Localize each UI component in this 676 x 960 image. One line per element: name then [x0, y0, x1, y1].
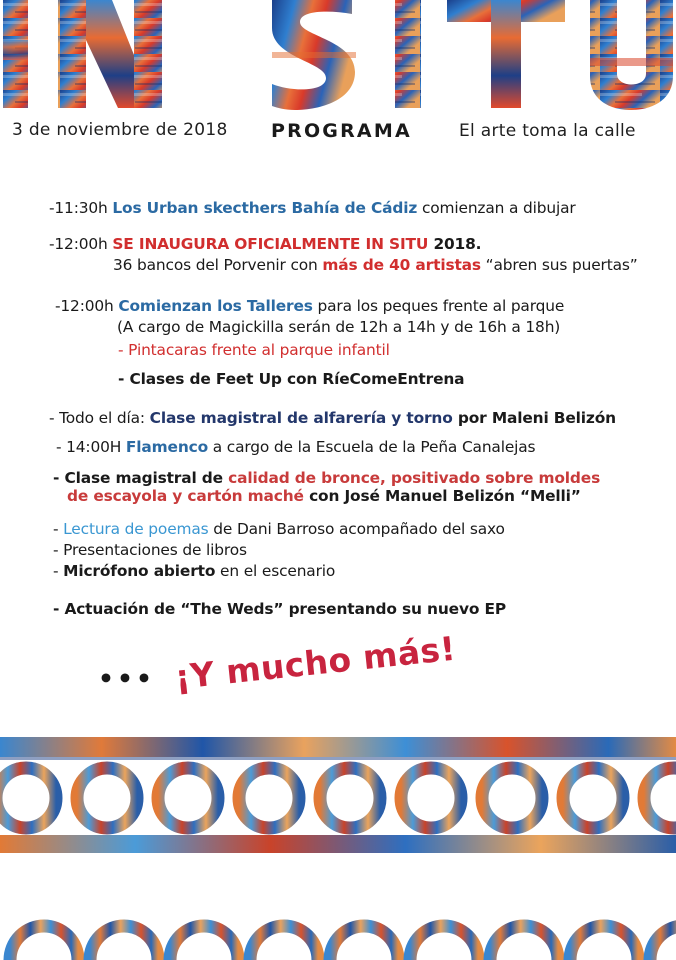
event-date: 3 de noviembre de 2018 — [12, 120, 228, 140]
time-label: -11:30h — [49, 199, 113, 217]
text: - — [53, 562, 64, 580]
highlight: de escayola y cartón maché — [67, 487, 304, 505]
schedule-item-alfareria — [49, 409, 616, 427]
text: “abren sus puertas” — [480, 256, 638, 274]
highlight: calidad de bronce, positivado sobre moldes — [228, 469, 601, 487]
highlight: Comienzan los Talleres — [118, 297, 313, 315]
letter-i — [3, 0, 28, 108]
schedule-item-bronce — [53, 469, 600, 487]
schedule-item-microfono — [53, 562, 335, 580]
text: comienzan a dibujar — [417, 199, 576, 217]
letter-s — [272, 0, 356, 110]
text: - — [53, 520, 64, 538]
schedule-item-inauguration — [49, 235, 481, 253]
schedule-item-talleres — [55, 297, 564, 315]
tagline: El arte toma la calle — [459, 121, 636, 141]
text: 2018. — [428, 235, 482, 253]
time-label: -12:00h — [49, 235, 113, 253]
highlight: Micrófono abierto — [63, 562, 216, 580]
text: de Dani Barroso acompañado del saxo — [208, 520, 505, 538]
schedule-item-poemas — [53, 520, 505, 538]
ellipsis-dots: ••• — [98, 664, 155, 693]
railing-art — [0, 735, 676, 960]
time-label: - 14:00H — [56, 438, 126, 456]
text: con José Manuel Belizón “Melli” — [303, 487, 581, 505]
schedule-item-1130 — [49, 199, 576, 217]
highlight: SE INAUGURA OFICIALMENTE IN SITU — [112, 235, 429, 253]
y-mucho-mas: ¡Y mucho más! — [172, 628, 458, 697]
letter-n — [58, 0, 162, 108]
schedule-item-flamenco — [56, 438, 535, 456]
talleres-pintacaras: - Pintacaras frente al parque infantil — [118, 341, 390, 359]
text: para los peques frente al parque — [312, 297, 565, 315]
schedule-item-the-weds: - Actuación de “The Weds” presentando su nuevo EP — [53, 600, 506, 618]
highlight: Los Urban skecthers Bahía de Cádiz — [112, 199, 418, 217]
railing-rings-row-1 — [0, 768, 676, 828]
railing-top-bar — [0, 737, 676, 757]
highlight: más de 40 artistas — [322, 256, 481, 274]
highlight: Flamenco — [125, 438, 209, 456]
time-label: - Todo el día: — [49, 409, 150, 427]
schedule-item-inauguration-detail — [113, 256, 638, 274]
time-label: -12:00h — [55, 297, 119, 315]
letter-u — [590, 0, 673, 110]
talleres-feet-up: - Clases de Feet Up con RíeComeEntrena — [118, 370, 465, 388]
text: - Clase magistral de — [53, 469, 229, 487]
talleres-schedule-note: (A cargo de Magickilla serán de 12h a 14h y de 16h a 18h) — [117, 318, 561, 336]
text: 36 bancos del Porvenir con — [113, 256, 323, 274]
text: por Maleni Belizón — [452, 409, 616, 427]
letter-t — [447, 0, 565, 108]
hero-title-art — [0, 0, 676, 112]
text: en el escenario — [215, 562, 336, 580]
text: a cargo de la Escuela de la Peña Canalejas — [208, 438, 536, 456]
highlight: Clase magistral de alfarería y torno — [149, 409, 453, 427]
programa-label: PROGRAMA — [271, 120, 412, 142]
railing-rings-row-2 — [10, 926, 676, 960]
letter-i-2 — [395, 0, 421, 108]
schedule-item-bronce-cont — [67, 487, 581, 505]
schedule-item-libros: - Presentaciones de libros — [53, 541, 247, 559]
railing-middle-bar — [0, 835, 676, 853]
highlight: Lectura de poemas — [63, 520, 209, 538]
